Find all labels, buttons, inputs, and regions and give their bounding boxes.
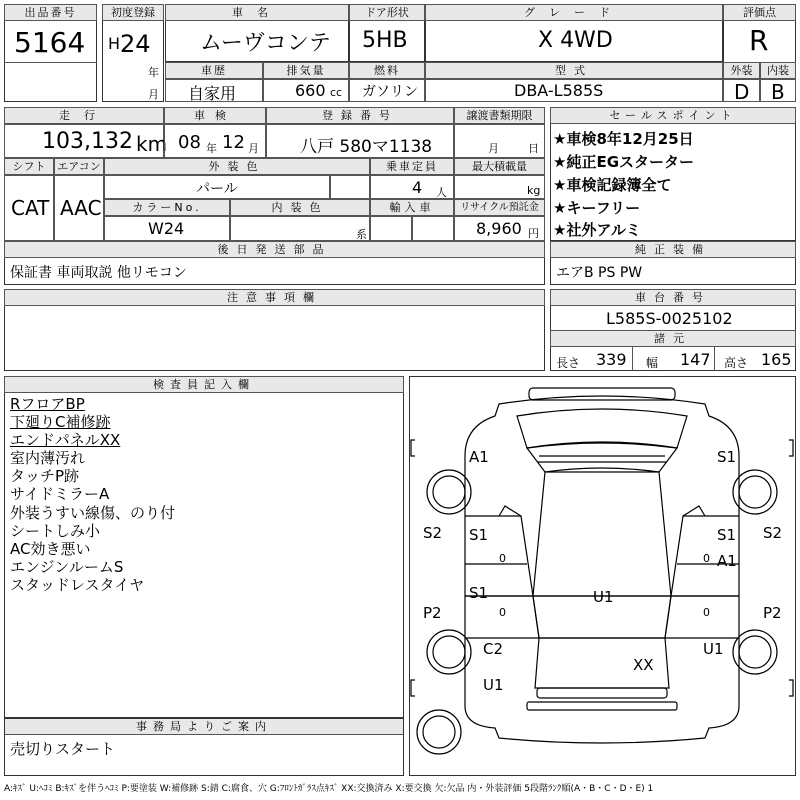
mark-left-front-door: S2: [423, 524, 443, 542]
exterior-color-header: 外装色: [104, 158, 370, 175]
model-type-header: 型式: [425, 62, 723, 79]
capacity: 4: [412, 178, 423, 197]
mark-right-front-door: S2: [763, 524, 783, 542]
inspector-note: 室内薄汚れ: [10, 449, 86, 468]
mark-left-rear: P2: [423, 604, 442, 622]
inspector-note: タッチP跡: [10, 467, 80, 486]
lot-no-header: 出品番号: [4, 4, 97, 21]
door-type: 5HB: [362, 28, 408, 53]
mark-zero: 0: [703, 606, 710, 619]
history-header: 車歴: [165, 62, 263, 79]
notes-header: 注意事項欄: [4, 289, 545, 306]
mark-zero: 0: [499, 552, 506, 565]
history: 自家用: [188, 84, 237, 103]
inspector-header: 検査員記入欄: [4, 376, 404, 393]
genuine-equipment-header: 純正装備: [550, 241, 796, 258]
first-reg-year: 24: [120, 30, 151, 58]
era: H: [108, 34, 121, 53]
inspector-note: 下廻りC補修跡: [10, 413, 111, 432]
reg-number: 八戸 580マ1138: [300, 137, 433, 157]
mark-left-door1: S1: [469, 526, 489, 544]
chassis-no: L585S-0025102: [606, 309, 733, 328]
mark-rear-right: U1: [703, 640, 724, 658]
mark-front-left: A1: [469, 448, 489, 466]
car-name-header: 車名: [165, 4, 349, 21]
transfer-day-unit: 日: [528, 142, 539, 155]
model-type: DBA-L585S: [514, 81, 604, 100]
mark-right-door1b: A1: [717, 552, 737, 570]
capacity-header: 乗車定員: [370, 158, 454, 175]
inspector-note: RフロアBP: [10, 395, 85, 413]
height: 165: [761, 350, 792, 369]
lot-no: 5164: [14, 26, 86, 59]
recycle-unit: 円: [528, 227, 539, 240]
sales-point: ★車検記録簿全て: [553, 176, 672, 194]
shift-header: シフト: [4, 158, 54, 175]
mark-right-door1: S1: [717, 526, 737, 544]
interior-score: B: [771, 80, 785, 104]
inspector-note: スタッドレスタイヤ: [10, 575, 145, 594]
inspector-note: シートしみ小: [10, 521, 101, 540]
inspector-note: サイドミラーA: [10, 485, 110, 504]
mark-zero: 0: [499, 606, 506, 619]
displacement-header: 排気量: [263, 62, 349, 79]
recycle-fee: 8,960: [476, 219, 522, 238]
mileage-unit: km: [136, 132, 168, 156]
shaken-year: 08: [178, 132, 201, 153]
recycle-header: リサイクル預託金: [454, 199, 545, 216]
car-diagram: [409, 376, 796, 776]
transfer-month-unit: 月: [488, 142, 499, 155]
year-unit: 年: [148, 66, 159, 79]
inspector-note: エンジンルームS: [10, 557, 124, 576]
chassis-no-header: 車台番号: [550, 289, 796, 306]
first-reg-header: 初度登録: [102, 4, 164, 21]
exterior-score: D: [734, 80, 750, 104]
mark-rear-bottom-left: U1: [483, 676, 504, 694]
sales-point: ★純正EGスターター: [553, 153, 695, 171]
mark-front-right: S1: [717, 448, 737, 466]
shift: CAT: [11, 196, 50, 220]
office-note: 売切りスタート: [10, 740, 116, 758]
width: 147: [680, 350, 711, 369]
rating-header: 評価点: [723, 4, 796, 21]
mark-left-door2: S1: [469, 584, 489, 602]
color-no-header: カラーNo.: [104, 199, 230, 216]
inspector-note: エンドパネルXX: [10, 431, 121, 450]
shaken-header: 車検: [164, 107, 266, 124]
fuel: ガソリン: [362, 84, 418, 100]
later-parts: 保証書 車両取説 他リモコン: [10, 265, 187, 281]
aircon: AAC: [60, 196, 102, 220]
grade-header: グレード: [425, 4, 723, 21]
legend: A:ｷｽﾞ U:ﾍｺﾐ B:ｷｽﾞを伴うﾍｺﾐ P:要塗装 W:補修跡 S:錆 C:腐食、穴 G:ﾌﾛﾝﾄｶﾞﾗｽ点ｷｽﾞ XX:交換済み X:要交換 欠:欠品 内・外装評価 5段階ﾗﾝｸ順(A・B・C・D・E) 1: [4, 784, 654, 794]
reg-number-header: 登録番号: [266, 107, 454, 124]
exterior-color: パール: [196, 181, 238, 197]
mark-zero: 0: [703, 552, 710, 565]
fuel-header: 燃料: [349, 62, 425, 79]
inspector-note: AC効き悪い: [10, 539, 91, 558]
sales-point: ★車検8年12月25日: [553, 130, 694, 148]
mileage: 103,132: [42, 129, 133, 154]
mark-rear-center: XX: [633, 656, 654, 674]
displacement-unit: cc: [330, 86, 343, 99]
shaken-month: 12: [222, 132, 245, 153]
genuine-equipment: エアB PS PW: [556, 265, 643, 281]
exterior-score-header: 外装: [723, 62, 760, 79]
max-load-unit: kg: [527, 184, 541, 197]
length-label: 長さ: [556, 356, 581, 370]
mark-right-rear: P2: [763, 604, 782, 622]
mark-roof: U1: [593, 588, 614, 606]
month-unit: 月: [148, 88, 159, 101]
sales-point: ★キーフリー: [553, 199, 641, 217]
mark-rear-left: C2: [483, 640, 504, 658]
height-label: 高さ: [724, 356, 749, 370]
mileage-header: 走行: [4, 107, 164, 124]
aircon-header: エアコン: [54, 158, 104, 175]
later-parts-header: 後日発送部品: [4, 241, 545, 258]
interior-score-header: 内装: [760, 62, 796, 79]
shaken-year-unit: 年: [206, 142, 217, 155]
interior-color-header: 内装色: [230, 199, 370, 216]
door-type-header: ドア形状: [349, 4, 425, 21]
dimensions-header: 諸元: [550, 330, 796, 347]
displacement: 660: [295, 81, 326, 100]
import-header: 輸入車: [370, 199, 454, 216]
color-no: W24: [148, 219, 185, 238]
interior-color-suffix: 系: [356, 228, 367, 241]
max-load-header: 最大積載量: [454, 158, 545, 175]
transfer-header: 譲渡書類期限: [454, 107, 545, 124]
office-header: 事務局よりご案内: [4, 718, 404, 735]
width-label: 幅: [646, 356, 659, 370]
grade: X 4WD: [538, 28, 613, 53]
capacity-unit: 人: [436, 186, 447, 199]
inspector-note: 外装うすい線傷、のり付: [10, 503, 176, 522]
sales-point: ★社外アルミ: [553, 221, 641, 239]
inspector-notes: [10, 395, 175, 594]
rating: R: [749, 24, 769, 57]
shaken-month-unit: 月: [248, 142, 259, 155]
sales-points-header: セールスポイント: [550, 107, 796, 124]
car-name: ムーヴコンテ: [200, 31, 331, 56]
length: 339: [596, 350, 627, 369]
